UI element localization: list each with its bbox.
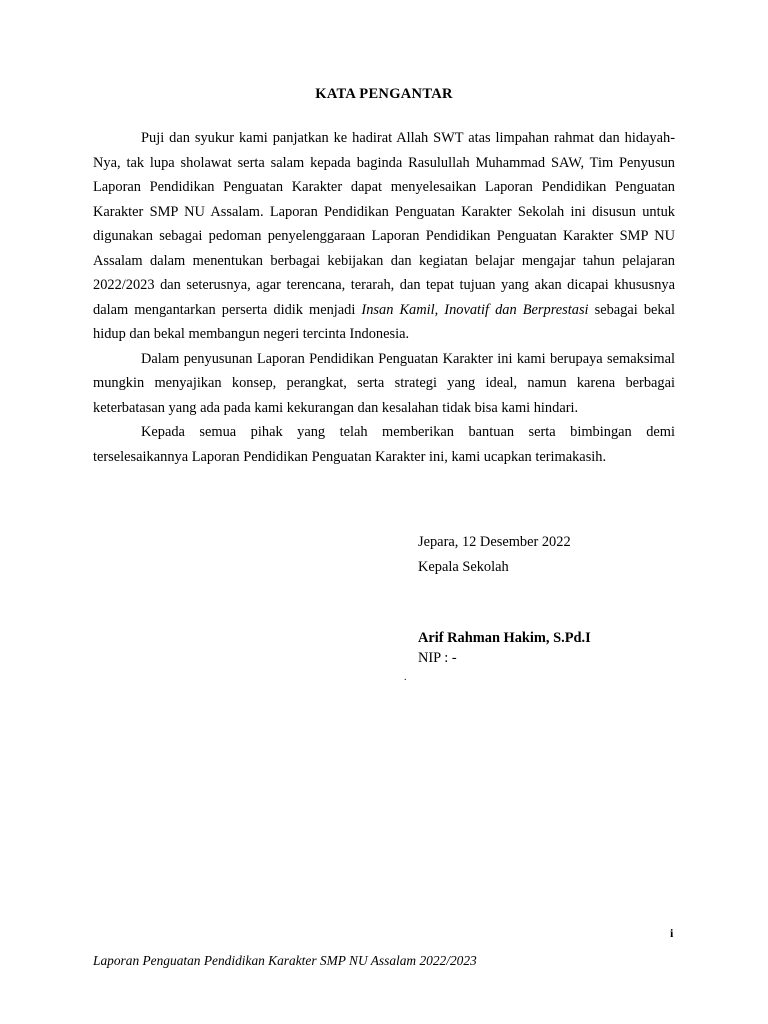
stray-mark: . — [404, 672, 407, 683]
paragraph-1 — [93, 126, 675, 347]
paragraph-3: Kepada semua pihak yang telah memberikan bantuan serta bimbingan demi terselesaikannya Laporan Pendidikan Penguatan Karakter ini, kami ucapkan terimakasih. — [93, 424, 675, 465]
page-footer: Laporan Penguatan Pendidikan Karakter SMP NU Assalam 2022/2023 — [93, 953, 477, 968]
paragraph-1-start: Puji dan syukur kami panjatkan ke hadirat Allah SWT atas limpahan rahmat dan hidayah-Nya, tak lupa sholawat serta salam kepada baginda Rasulullah Muhammad SAW, Tim Penyusun Laporan Pendidikan Penguatan Karakter dapat menyelesaikan Laporan Pendidikan Penguatan Karakter SMP NU Assalam. Laporan Pendidikan Penguatan Karakter Sekolah ini disusun untuk digunakan sebagai pedoman penyelenggaraan Laporan Pendidikan Penguatan Karakter SMP NU Assalam dalam menentukan berbagai kebijakan dan kegiatan belajar mengajar tahun pelajaran 2022/2023 dan seterusnya, agar terencana, terarah, dan tepat tujuan yang akan dicapai khususnya dalam mengantarkan perserta didik menjadi — [93, 130, 675, 318]
page-number: i — [670, 926, 674, 940]
paragraph-2: Dalam penyusunan Laporan Pendidikan Penguatan Karakter ini kami berupaya semaksimal mungkin menyajikan konsep, perangkat, serta strategi yang ideal, namun karena berbagai keterbatasan yang ada pada kami kekurangan dan kesalahan tidak bisa kami hindari. — [93, 350, 675, 416]
paragraph-1-italic: Insan Kamil, Inovatif dan Berprestasi — [361, 301, 589, 318]
paragraph-1-end: sebagai bekal hidup dan bekal membangun negeri tercinta Indonesia. — [93, 301, 675, 342]
signature-block — [418, 530, 718, 668]
signature-place-date: Jepara, 12 Desember 2022 — [418, 534, 571, 550]
page-title: KATA PENGANTAR — [315, 86, 453, 102]
body-text — [93, 126, 675, 469]
signature-name: Arif Rahman Hakim, S.Pd.I — [418, 630, 591, 646]
signature-position: Kepala Sekolah — [418, 559, 509, 575]
signature-nip: NIP : - — [418, 650, 457, 666]
